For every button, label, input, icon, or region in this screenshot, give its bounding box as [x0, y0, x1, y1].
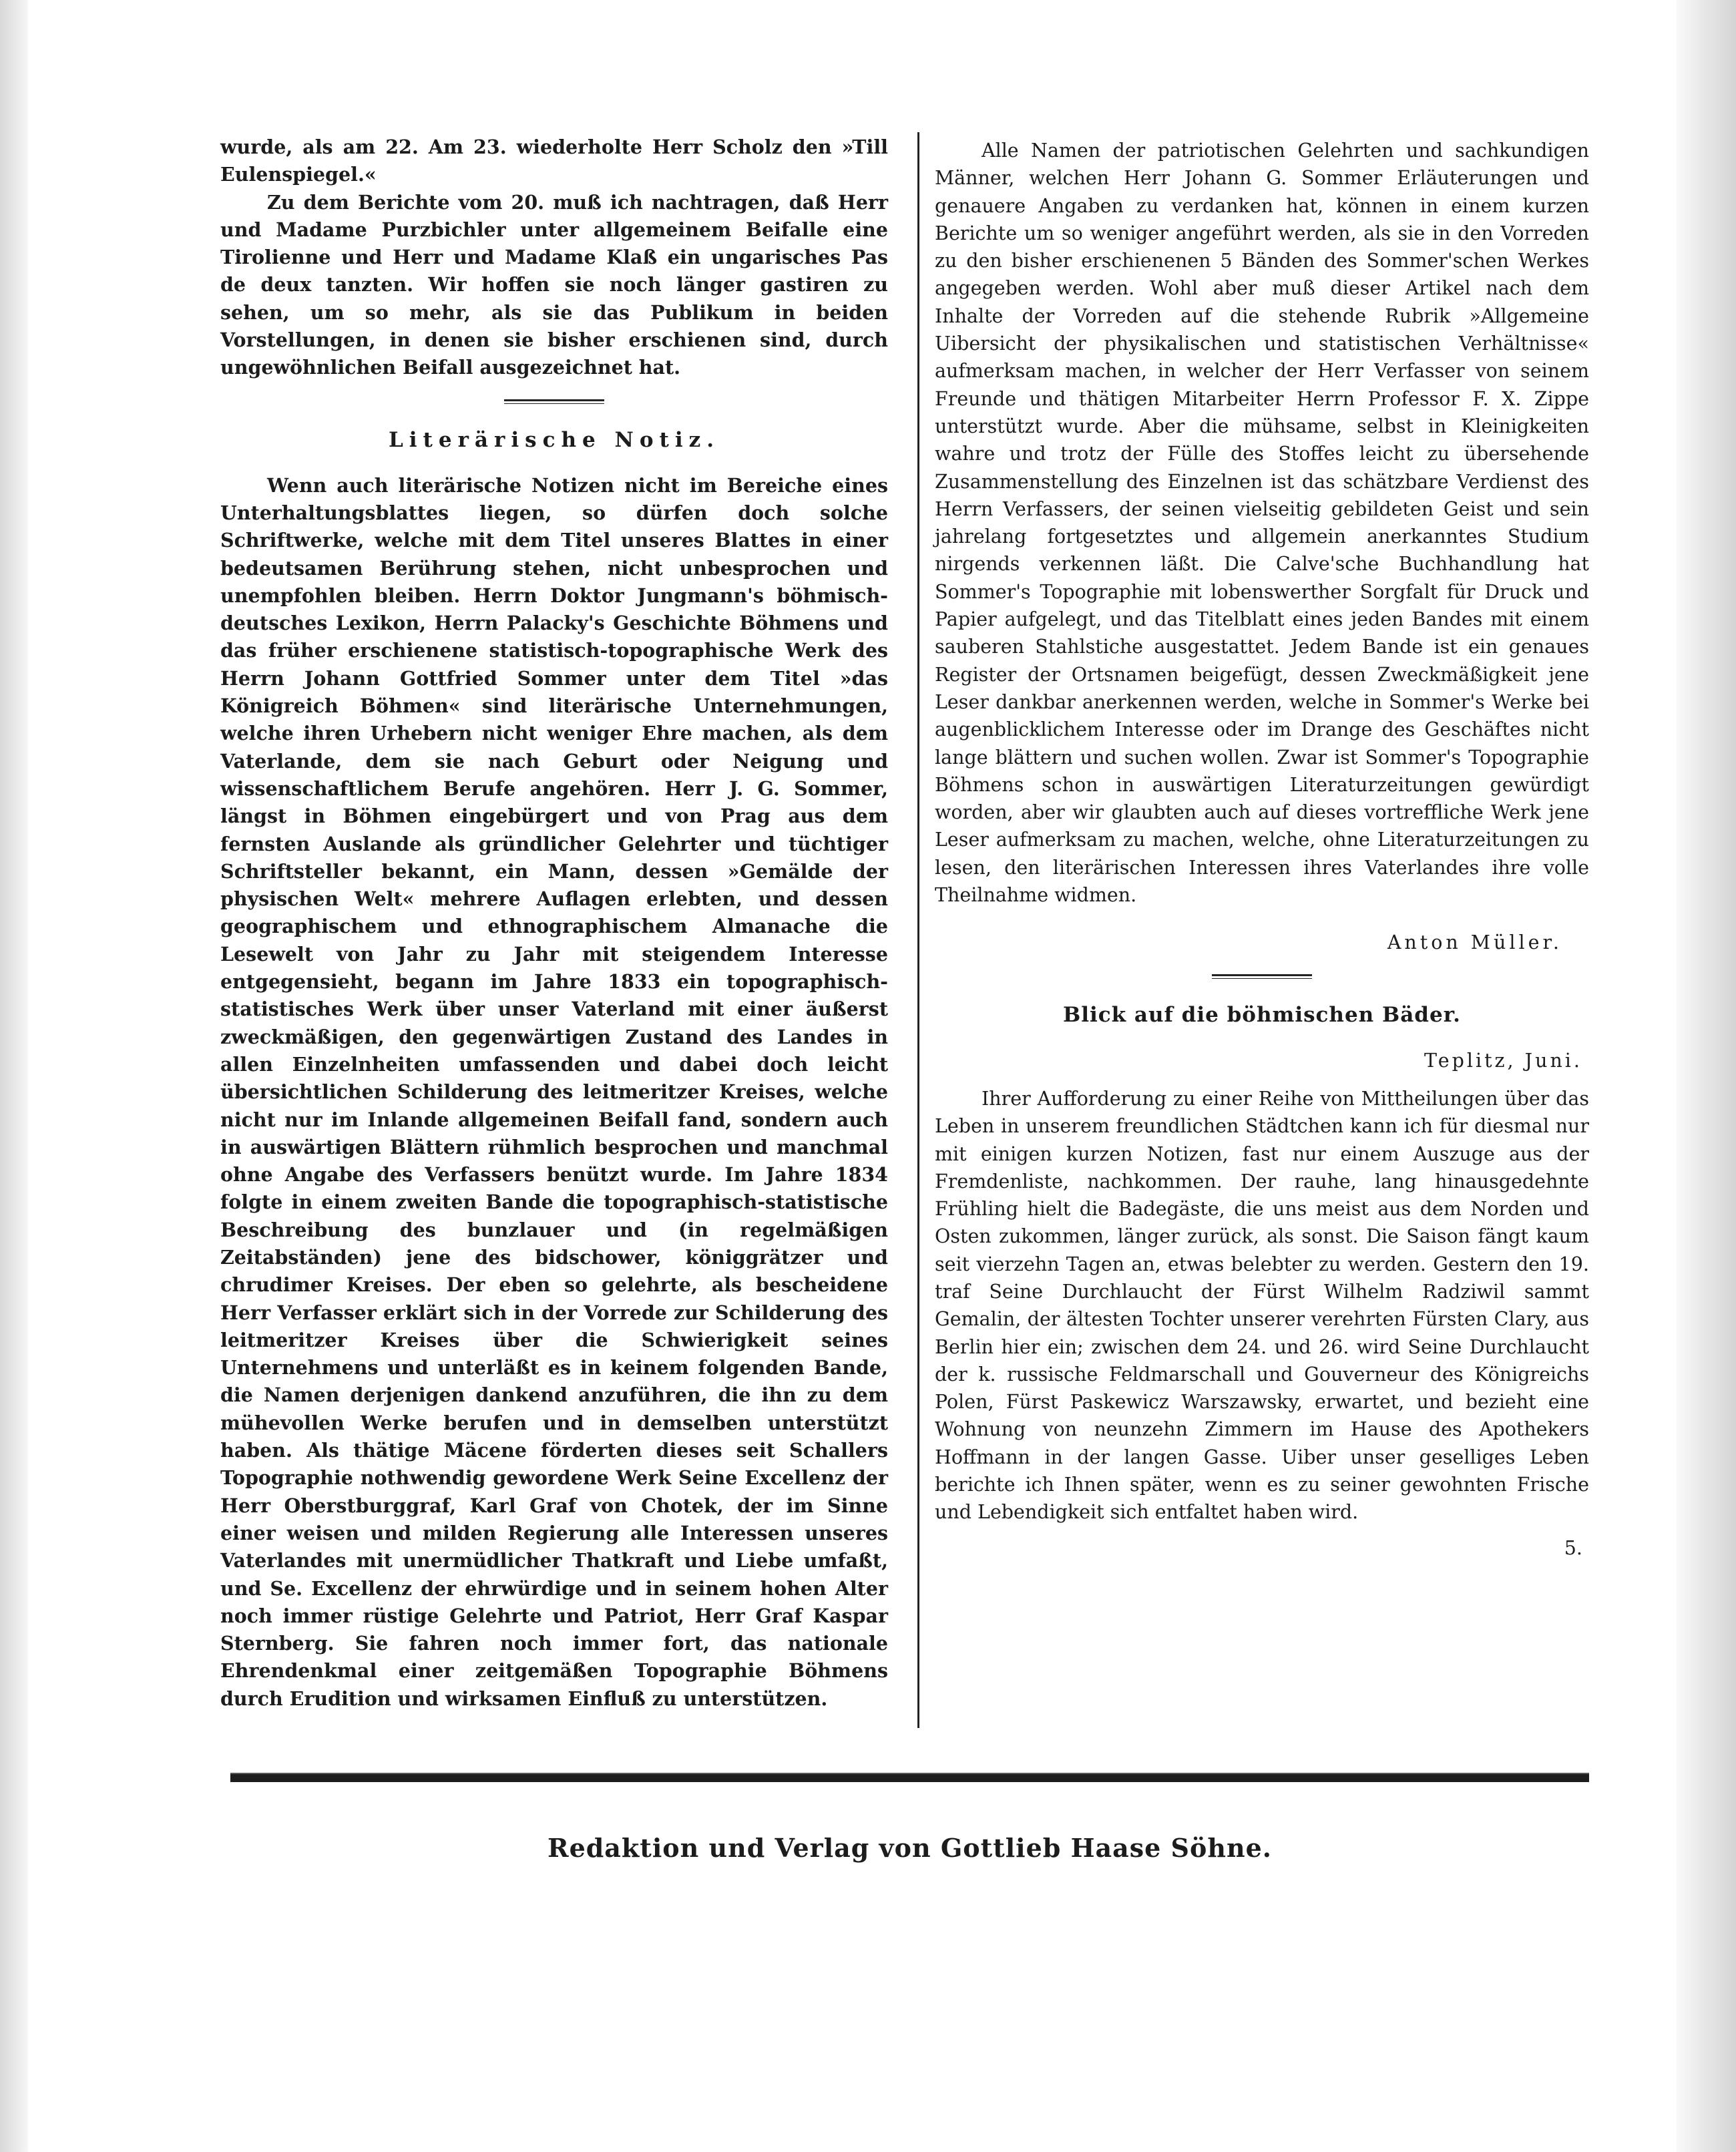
spa-article-body: Ihrer Aufforderung zu einer Reihe von Mittheilungen über das Leben in unserem freundlichen Städtchen kann ich für diesmal nur mit einigen kurzen Notizen, fast nur einem Auszuge aus der Fremdenliste, nachkommen. Der rauhe, lang hinausgedehnte Frühling hielt die Badegäste, die uns meist aus dem Norden und Osten zukommen, länger zurück, als sonst. Die Saison fängt kaum seit vierzehn Tagen an, etwas belebter zu werden. Gestern den 19. traf Seine Durchlaucht der Fürst Wilhelm Radziwil sammt Gemalin, der ältesten Tochter unserer verehrten Fürsten Clary, aus Berlin hier ein; zwischen dem 24. und 26. wird Seine Durchlaucht der k. russische Feldmarschall und Gouverneur des Königreichs Polen, Fürst Paskewicz Warszawsky, erwartet, und bezieht eine Wohnung von neunzehn Zimmern im Hause des Apothekers Hoffmann in der langen Gasse. Uiber unser geselliges Leben berichte ich Ihnen später, wenn es zu seiner gewohnten Frische und Lebendigkeit sich entfaltet haben wird.	[935, 1087, 1589, 1524]
right-column	[935, 137, 1589, 1562]
section-divider	[1212, 974, 1312, 979]
page-edge-right	[1676, 0, 1736, 2152]
page-edge-left	[0, 0, 28, 2152]
literary-notice-heading: Literärische Notiz.	[388, 427, 720, 452]
literary-notice-body: Wenn auch literärische Notizen nicht im Bereiche eines Unterhaltungsblattes liegen, so dürfen doch solche Schriftwerke, welche mit dem Titel unseres Blattes in einer bedeutsamen Berührung stehen, nicht unbesprochen und unempfohlen bleiben. Herrn Doktor Jungmann's böhmisch-deutsches Lexikon, Herrn Palacky's Geschichte Böhmens und das früher erschienene statistisch-topographische Werk des Herrn Johann Gottfried Sommer unter dem Titel »das Königreich Böhmen« sind literärische Unternehmungen, welche ihren Urhebern nicht weniger Ehre machen, als dem Vaterlande, dem sie nach Geburt oder Neigung und wissenschaftlichem Berufe angehören. Herr J. G. Sommer, längst in Böhmen eingebürgert und von Prag aus dem fernsten Auslande als gründlicher Gelehrter und tüchtiger Schriftsteller bekannt, ein Mann, dessen »Gemälde der physischen Welt« mehrere Auflagen erlebten, und dessen geographischem und ethnographischem Almanache die Lesewelt von Jahr zu Jahr mit steigendem Interesse entgegensieht, begann im Jahre 1833 ein topographisch-statistisches Werk über unser Vaterland mit einer äußerst zweckmäßigen, den gegenwärtigen Zustand des Landes in allen Einzelnheiten umfassenden und dabei doch leicht übersichtlichen Schilderung des leitmeritzer Kreises, welche nicht nur im Inlande allgemeinen Beifall fand, sondern auch in auswärtigen Blättern rühmlich besprochen und manchmal ohne Angabe des Verfassers benützt wurde. Im Jahre 1834 folgte in einem zweiten Bande die topographisch-statistische Beschreibung des bunzlauer und (in regelmäßigen Zeitabständen) jene des bidschower, königgrätzer und chrudimer Kreises. Der eben so gelehrte, als bescheidene Herr Verfasser erklärt sich in der Vorrede zur Schilderung des leitmeritzer Kreises über die Schwierigkeit seines Unternehmens und unterläßt es in keinem folgenden Bande, die Namen derjenigen dankend anzuführen, die ihn zu dem mühevollen Werke berufen und in demselben unterstützt haben. Als thätige Mäcene förderten dieses seit Schallers Topographie nothwendig gewordene Werk Seine Excellenz der Herr Oberstburggraf, Karl Graf von Chotek, der im Sinne einer weisen und milden Regierung alle Interessen unseres Vaterlandes mit unermüdlicher Thatkraft und Liebe umfaßt, und Se. Excellenz der ehrwürdige und in seinem hohen Alter noch immer rüstige Gelehrte und Patriot, Herr Graf Kaspar Sternberg. Sie fahren noch immer fort, das nationale Ehrendenkmal einer zeitgemäßen Topographie Böhmens durch Erudition und wirksamen Einfluß zu unterstützen.	[220, 473, 888, 1710]
author-initial: 5.	[1564, 1536, 1582, 1559]
theater-report-addendum: Zu dem Berichte vom 20. muß ich nachtragen, daß Herr und Madame Purzbichler unter allgemeinem Beifalle eine Tirolienne und Herr und Madame Klaß ein ungarisches Pas de deux tanzten. Wir hoffen sie noch länger gastiren zu sehen, um so mehr, als sie das Publikum in beiden Vorstellungen, in denen sie bisher erschienen sind, durch ungewöhnlichen Beifall ausgezeichnet hat.	[220, 190, 888, 379]
section-divider	[504, 399, 604, 404]
bottom-rule	[230, 1773, 1589, 1782]
column-rule	[917, 132, 919, 1728]
left-column	[220, 134, 888, 1713]
theater-report-ending: wurde, als am 22. Am 23. wiederholte Herr Scholz den »Till Eulenspiegel.«	[220, 136, 888, 186]
spa-article-heading: Blick auf die böhmischen Bäder.	[1063, 1002, 1461, 1027]
dateline: Teplitz, Juni.	[1424, 1049, 1582, 1072]
publisher-imprint: Redaktion und Verlag von Gottlieb Haase Söhne.	[547, 1833, 1272, 1863]
author-signature: Anton Müller.	[1387, 931, 1562, 954]
literary-notice-continuation: Alle Namen der patriotischen Gelehrten und sachkundigen Männer, welchen Herr Johann G. Sommer Erläuterungen und genauere Angaben zu verdanken hat, können in einem kurzen Berichte um so weniger angeführt werden, als sie in den Vorreden zu den bisher erschienenen 5 Bänden des Sommer'schen Werkes angegeben werden. Wohl aber muß dieser Artikel nach dem Inhalte der Vorreden auf die stehende Rubrik »Allgemeine Uibersicht der physikalischen und statistischen Verhältnisse« aufmerksam machen, in welcher der Herr Verfasser von seinem Freunde und thätigen Mitarbeiter Herrn Professor F. X. Zippe unterstützt wurde. Aber die mühsame, selbst in Kleinigkeiten wahre und trotz der Fülle des Stoffes leicht zu übersehende Zusammenstellung des Einzelnen ist das schätzbare Verdienst des Herrn Verfassers, der seinen vielseitig gebildeten Geist und sein jahrelang fortgesetztes und allgemein anerkanntes Studium nirgends verkennen läßt. Die Calve'sche Buchhandlung hat Sommer's Topographie mit lobenswerther Sorgfalt für Druck und Papier aufgelegt, und das Titelblatt eines jeden Bandes mit einem sauberen Stahlstiche ausgestattet. Jedem Bande ist ein genaues Register der Ortsnamen beigefügt, dessen Zweckmäßigkeit jene Leser dankbar anerkennen werden, welche in Sommer's Werke bei augenblicklichem Interesse oder im Drange des Geschäftes nicht lange blättern und suchen wollen. Zwar ist Sommer's Topographie Böhmens schon in auswärtigen Literaturzeitungen gewürdigt worden, aber wir glaubten auch auf dieses vortreffliche Werk jene Leser aufmerksam zu machen, welche, ohne Literaturzeitungen zu lesen, den literärischen Interessen ihres Vaterlandes ihre volle Theilnahme widmen.	[935, 140, 1589, 907]
